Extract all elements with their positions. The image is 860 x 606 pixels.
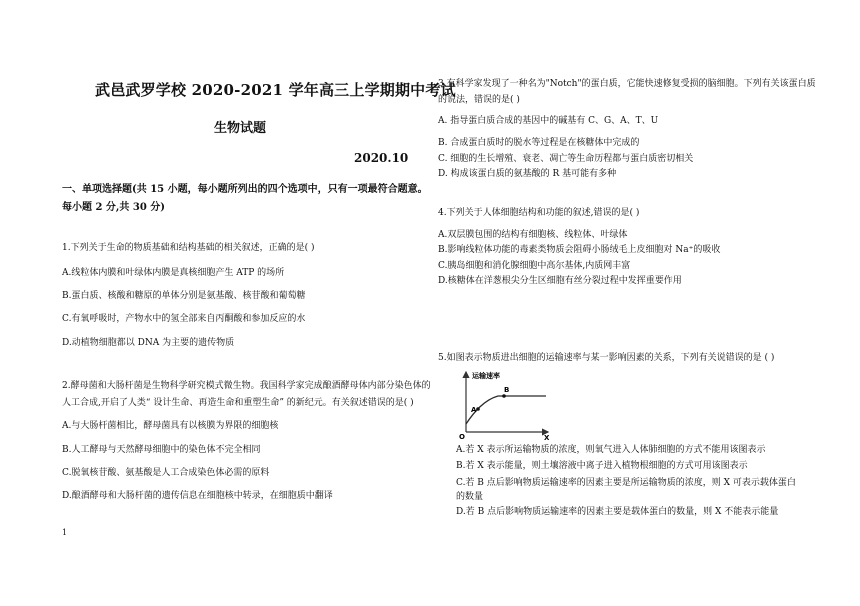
q3-stem-line1: 3.有科学家发现了一种名为"Notch"的蛋白质，它能快速修复受损的脑细胞。下列有关该蛋白质	[438, 79, 816, 89]
q5-option-a: A.若 X 表示所运输物质的浓度，则氧气进入人体肺细胞的方式不能用该图表示	[456, 445, 766, 455]
q3-option-d: D. 构成该蛋白质的氨基酸的 R 基可能有多种	[438, 169, 617, 179]
x-axis-label: X	[544, 434, 550, 442]
q1-option-a: A.线粒体内膜和叶绿体内膜是真核细胞产生 ATP 的场所	[62, 268, 285, 278]
q4-option-c: C.胰岛细胞和消化腺细胞中高尔基体,内质网丰富	[438, 261, 631, 271]
q2-stem-line2: 人工合成,开启了人类“ 设计生命、再造生命和重塑生命” 的新纪元。有关叙述错误的是( )	[62, 398, 414, 408]
q3-option-a: A. 指导蛋白质合成的基因中的碱基有 C、G、A、T、U	[438, 116, 659, 126]
q3-option-b: B. 合成蛋白质时的脱水等过程是在核糖体中完成的	[438, 138, 640, 148]
point-a-label: A	[471, 406, 477, 414]
q2-option-a: A.与大肠杆菌相比，酵母菌具有以核膜为界限的细胞核	[62, 421, 279, 431]
q2-stem-line1: 2.酵母菌和大肠杆菌是生物科学研究模式微生物。我国科学家完成酿酒酵母体内部分染色体的	[62, 381, 431, 391]
q1-option-c: C.有氧呼吸时，产物水中的氢全部来自丙酮酸和参加反应的水	[62, 314, 306, 324]
section-heading: 一、单项选择题(共 15 小题，每小题所列出的四个选项中，只有一项最符合题意。每小题 2 分,共 30 分)	[62, 184, 428, 213]
q2-option-b: B.人工酵母与天然酵母细胞中的染色体不完全相同	[62, 445, 261, 455]
q1-stem: 1.下列关于生命的物质基础和结构基础的相关叙述，正确的是( )	[62, 243, 315, 253]
q1-option-d: D.动植物细胞都以 DNA 为主要的遗传物质	[62, 338, 235, 348]
point-b-label: B	[504, 386, 510, 394]
q5-option-b: B.若 X 表示能量，则土壤溶液中离子进入植物根细胞的方式可用该图表示	[456, 461, 748, 471]
q1-option-b: B.蛋白质、核酸和糖原的单体分别是氨基酸、核苷酸和葡萄糖	[62, 291, 306, 301]
point-b-marker	[502, 394, 506, 398]
q2-option-d: D.酿酒酵母和大肠杆菌的遗传信息在细胞核中转录，在细胞质中翻译	[62, 491, 333, 501]
q4-stem: 4.下列关于人体细胞结构和功能的叙述,错误的是( )	[438, 208, 640, 218]
q4-option-b: B.影响线粒体功能的毒素类物质会阻碍小肠绒毛上皮细胞对 Na⁺的吸收	[438, 245, 721, 255]
q4-option-a: A.双层膜包围的结构有细胞核、线粒体、叶绿体	[438, 230, 628, 240]
q3-stem-line2: 的说法，错误的是( )	[438, 95, 520, 105]
exam-title: 武邑武罗学校 2020-2021 学年高三上学期期中考试	[95, 81, 456, 99]
exam-date: 2020.10	[354, 151, 409, 165]
q4-option-d: D.核糖体在洋葱根尖分生区细胞有丝分裂过程中发挥重要作用	[438, 276, 682, 286]
q5-option-d: D.若 B 点后影响物质运输速率的因素主要是载体蛋白的数量，则 X 不能表示能量	[456, 507, 779, 517]
q2-option-c: C.脱氧核苷酸、氨基酸是人工合成染色体必需的原料	[62, 468, 270, 478]
origin-label: O	[459, 433, 465, 441]
page-number: 1	[62, 528, 68, 537]
point-a-marker	[476, 407, 480, 411]
transport-rate-graph	[456, 366, 556, 442]
q5-option-c: C.若 B 点后影响物质运输速率的因素主要是所运输物质的浓度，则 X 可表示载体蛋白的数量	[456, 478, 796, 502]
y-axis-label: 运输速率	[472, 372, 500, 380]
exam-subtitle: 生物试题	[214, 121, 267, 136]
q3-option-c: C. 细胞的生长增殖、衰老、凋亡等生命历程都与蛋白质密切相关	[438, 154, 694, 164]
q5-stem: 5.如图表示物质进出细胞的运输速率与某一影响因素的关系，下列有关说错误的是 ( )	[438, 353, 775, 363]
